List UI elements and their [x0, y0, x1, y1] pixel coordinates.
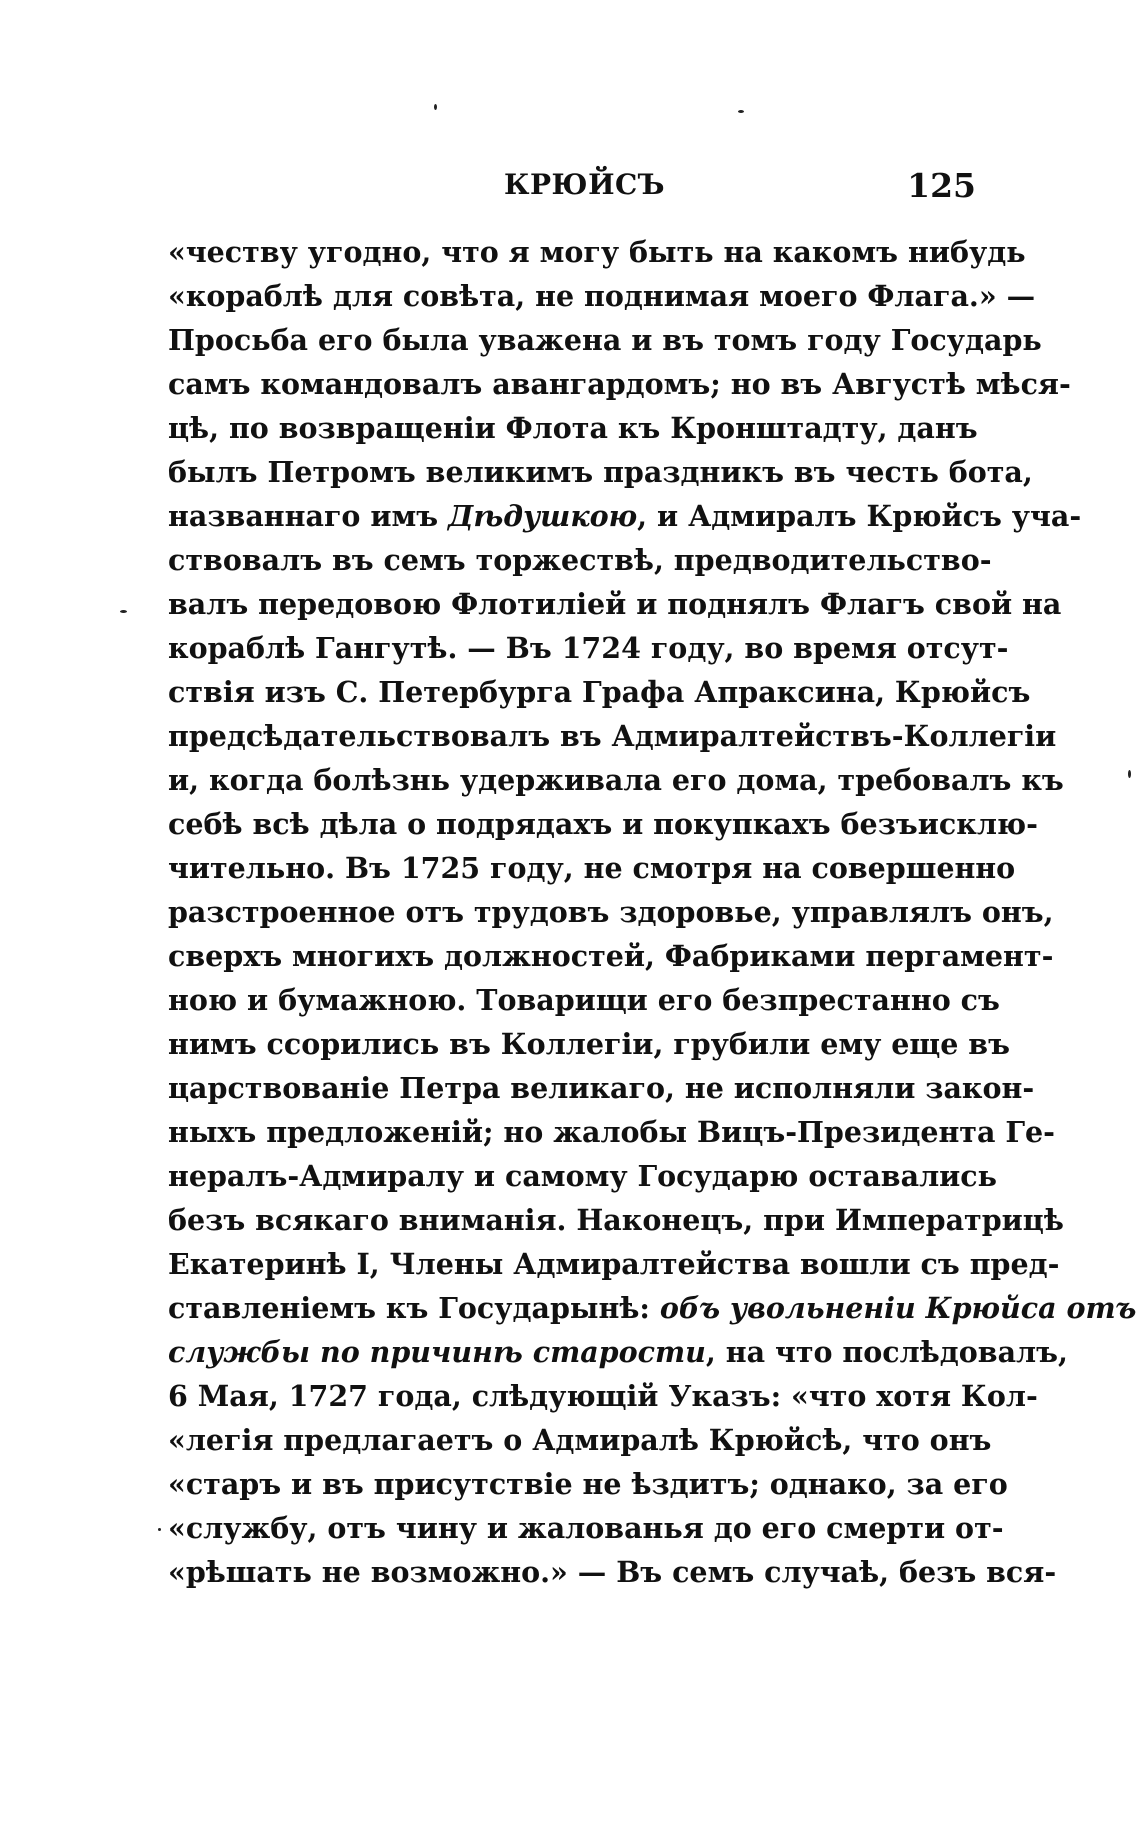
text-run: валъ передовою Флотиліей и поднялъ Флагъ свой на — [168, 587, 1062, 621]
text-line — [168, 1550, 1057, 1594]
text-run: 6 Мая, 1727 года, слѣдующій Указъ: «что хотя Кол- — [168, 1379, 1038, 1413]
text-line — [168, 1022, 1010, 1066]
text-run: ставленіемъ къ Государынѣ: — [168, 1291, 660, 1325]
scan-speck — [120, 610, 127, 613]
text-run: «рѣшать не возможно.» — Въ семъ случаѣ, безъ вся- — [168, 1555, 1057, 1589]
text-run: названнаго имъ — [168, 499, 449, 533]
running-head: КРЮЙСЪ — [504, 168, 666, 201]
text-line — [168, 1330, 1068, 1374]
italic-text-run: объ увольненіи Крюйса отъ — [659, 1291, 1137, 1325]
text-line — [168, 1286, 1137, 1330]
text-run: , на что послѣдовалъ, — [705, 1335, 1068, 1369]
text-run: нералъ-Адмиралу и самому Государю оставались — [168, 1159, 998, 1193]
text-run: ною и бумажною. Товарищи его безпрестанно съ — [168, 983, 1000, 1017]
text-run: , и Адмиралъ Крюйсъ уча- — [637, 499, 1082, 533]
text-run: ныхъ предложеній; но жалобы Вицъ-Президента Ге- — [168, 1115, 1055, 1149]
text-run: себѣ всѣ дѣла о подрядахъ и покупкахъ безъисклю- — [168, 807, 1038, 841]
text-line — [168, 318, 1042, 362]
text-line — [168, 626, 1009, 670]
scan-speck — [158, 1528, 161, 1531]
text-line — [168, 1462, 1008, 1506]
text-line — [168, 1110, 1055, 1154]
text-line — [168, 1506, 1004, 1550]
text-run: «старъ и въ присутствіе не ѣздитъ; однако, за его — [168, 1467, 1008, 1501]
text-run: «службу, отъ чину и жалованья до его смерти от- — [168, 1511, 1004, 1545]
text-run: нимъ ссорились въ Коллегіи, грубили ему еще въ — [168, 1027, 1010, 1061]
text-line — [168, 538, 992, 582]
text-run: ствія изъ С. Петербурга Графа Апраксина, Крюйсъ — [168, 675, 1031, 709]
text-run: кораблѣ Гангутѣ. — Въ 1724 году, во время отсут- — [168, 631, 1009, 665]
text-run: «честву угодно, что я могу быть на какомъ нибудь — [168, 235, 1026, 269]
scan-speck — [1128, 770, 1131, 778]
italic-text-run: Дѣдушкою — [448, 499, 638, 533]
text-run: былъ Петромъ великимъ праздникъ въ честь бота, — [168, 455, 1033, 489]
text-run: царствованіе Петра великаго, не исполняли закон- — [168, 1071, 1035, 1105]
page-header — [168, 168, 976, 216]
text-run: «кораблѣ для совѣта, не поднимая моего Флага.» — — [168, 279, 1036, 313]
text-run: разстроенное отъ трудовъ здоровье, управлялъ онъ, — [168, 895, 1054, 929]
text-run: безъ всякаго вниманія. Наконецъ, при Императрицѣ — [168, 1203, 1064, 1237]
text-line — [168, 978, 1000, 1022]
text-run: цѣ, по возвращеніи Флота къ Кронштадту, данъ — [168, 411, 978, 445]
scan-speck — [434, 104, 437, 110]
text-line — [168, 1418, 992, 1462]
text-line — [168, 846, 1016, 890]
text-run: и, когда болѣзнь удерживала его дома, требовалъ къ — [168, 763, 1064, 797]
text-line — [168, 890, 1054, 934]
text-line — [168, 1066, 1035, 1110]
text-line — [168, 274, 1036, 318]
text-line — [168, 230, 1026, 274]
text-line — [168, 450, 1033, 494]
text-line — [168, 670, 1031, 714]
text-run: Екатеринѣ I, Члены Адмиралтейства вошли съ пред- — [168, 1247, 1060, 1281]
text-line — [168, 934, 1054, 978]
text-run: предсѣдательствовалъ въ Адмиралтействъ-Коллегіи — [168, 719, 1057, 753]
text-line — [168, 1154, 998, 1198]
text-line — [168, 802, 1038, 846]
text-line — [168, 1198, 1064, 1242]
text-run: самъ командовалъ авангардомъ; но въ Августѣ мѣся- — [168, 367, 1071, 401]
text-line — [168, 758, 1064, 802]
text-line — [168, 1242, 1060, 1286]
body-text — [168, 230, 1137, 1594]
italic-text-run: службы по причинѣ старости — [168, 1335, 706, 1369]
text-line — [168, 362, 1071, 406]
text-line — [168, 494, 1082, 538]
text-run: сверхъ многихъ должностей, Фабриками пергамент- — [168, 939, 1054, 973]
page-number: 125 — [907, 166, 976, 205]
text-line — [168, 1374, 1038, 1418]
text-run: ствовалъ въ семъ торжествѣ, предводительство- — [168, 543, 992, 577]
text-line — [168, 582, 1062, 626]
text-run: «легія предлагаетъ о Адмиралѣ Крюйсѣ, что онъ — [168, 1423, 992, 1457]
scan-speck — [738, 110, 744, 113]
text-line — [168, 714, 1057, 758]
text-run: Просьба его была уважена и въ томъ году Государь — [168, 323, 1042, 357]
text-run: чительно. Въ 1725 году, не смотря на совершенно — [168, 851, 1016, 885]
text-line — [168, 406, 976, 450]
